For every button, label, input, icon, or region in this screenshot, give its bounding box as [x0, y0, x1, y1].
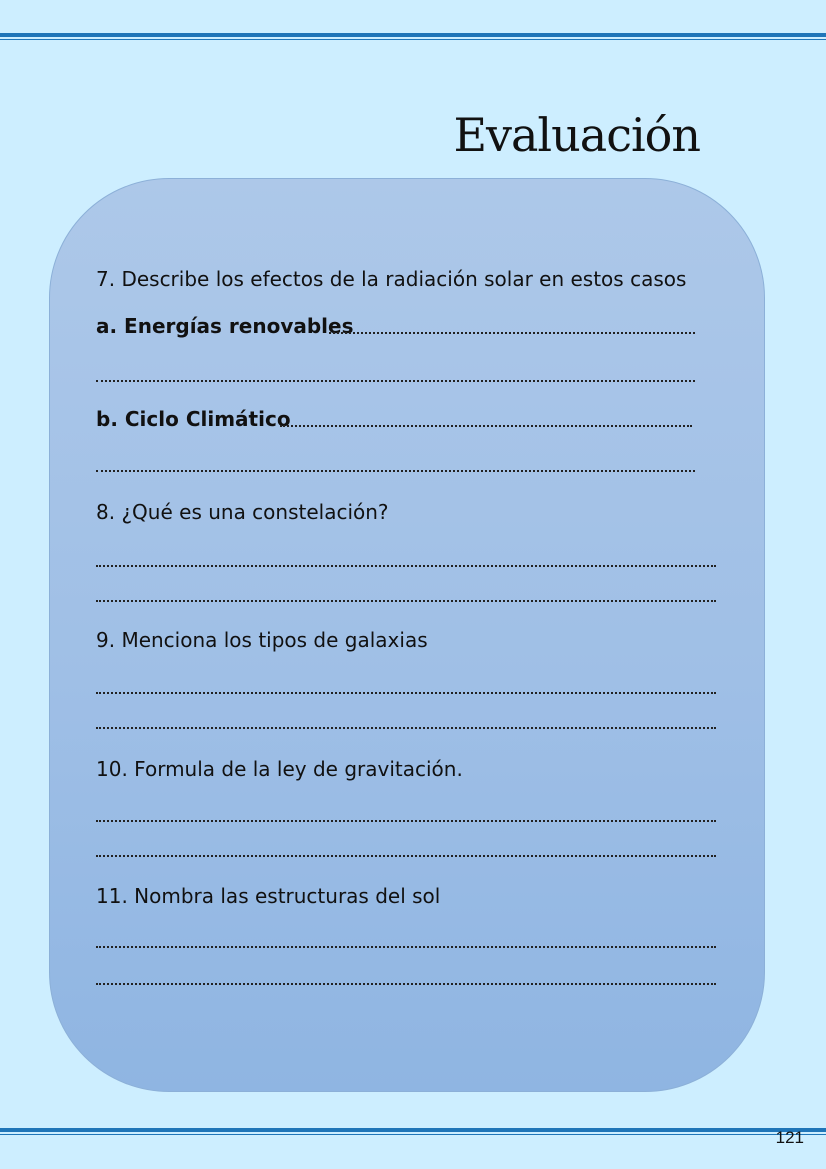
- answer-line-9-2[interactable]: [96, 727, 716, 729]
- top-rule: [0, 33, 826, 40]
- page-number: 121: [775, 1128, 804, 1147]
- answer-line-11-1[interactable]: [96, 946, 716, 948]
- question-10: 10. Formula de la ley de gravitación.: [96, 757, 463, 781]
- answer-line-10-1[interactable]: [96, 820, 716, 822]
- question-7: 7. Describe los efectos de la radiación solar en estos casos: [96, 267, 687, 291]
- answer-line-7b-2[interactable]: [96, 470, 695, 472]
- question-8: 8. ¿Qué es una constelación?: [96, 500, 389, 524]
- bottom-rule: [0, 1128, 826, 1135]
- question-9: 9. Menciona los tipos de galaxias: [96, 628, 428, 652]
- answer-line-7a-1[interactable]: [329, 332, 695, 334]
- answer-line-8-1[interactable]: [96, 565, 716, 567]
- answer-line-11-2[interactable]: [96, 983, 716, 985]
- answer-line-8-2[interactable]: [96, 600, 716, 602]
- answer-line-9-1[interactable]: [96, 692, 716, 694]
- question-11: 11. Nombra las estructuras del sol: [96, 884, 441, 908]
- answer-line-10-2[interactable]: [96, 855, 716, 857]
- question-7a-label: a. Energías renovables: [96, 314, 354, 338]
- question-7b-label: b. Ciclo Climático: [96, 407, 291, 431]
- question-7a: [96, 314, 354, 338]
- answer-line-7a-2[interactable]: [96, 380, 695, 382]
- question-7b: [96, 407, 291, 431]
- answer-line-7b-1[interactable]: [280, 425, 692, 427]
- page-title: Evaluación: [453, 108, 700, 162]
